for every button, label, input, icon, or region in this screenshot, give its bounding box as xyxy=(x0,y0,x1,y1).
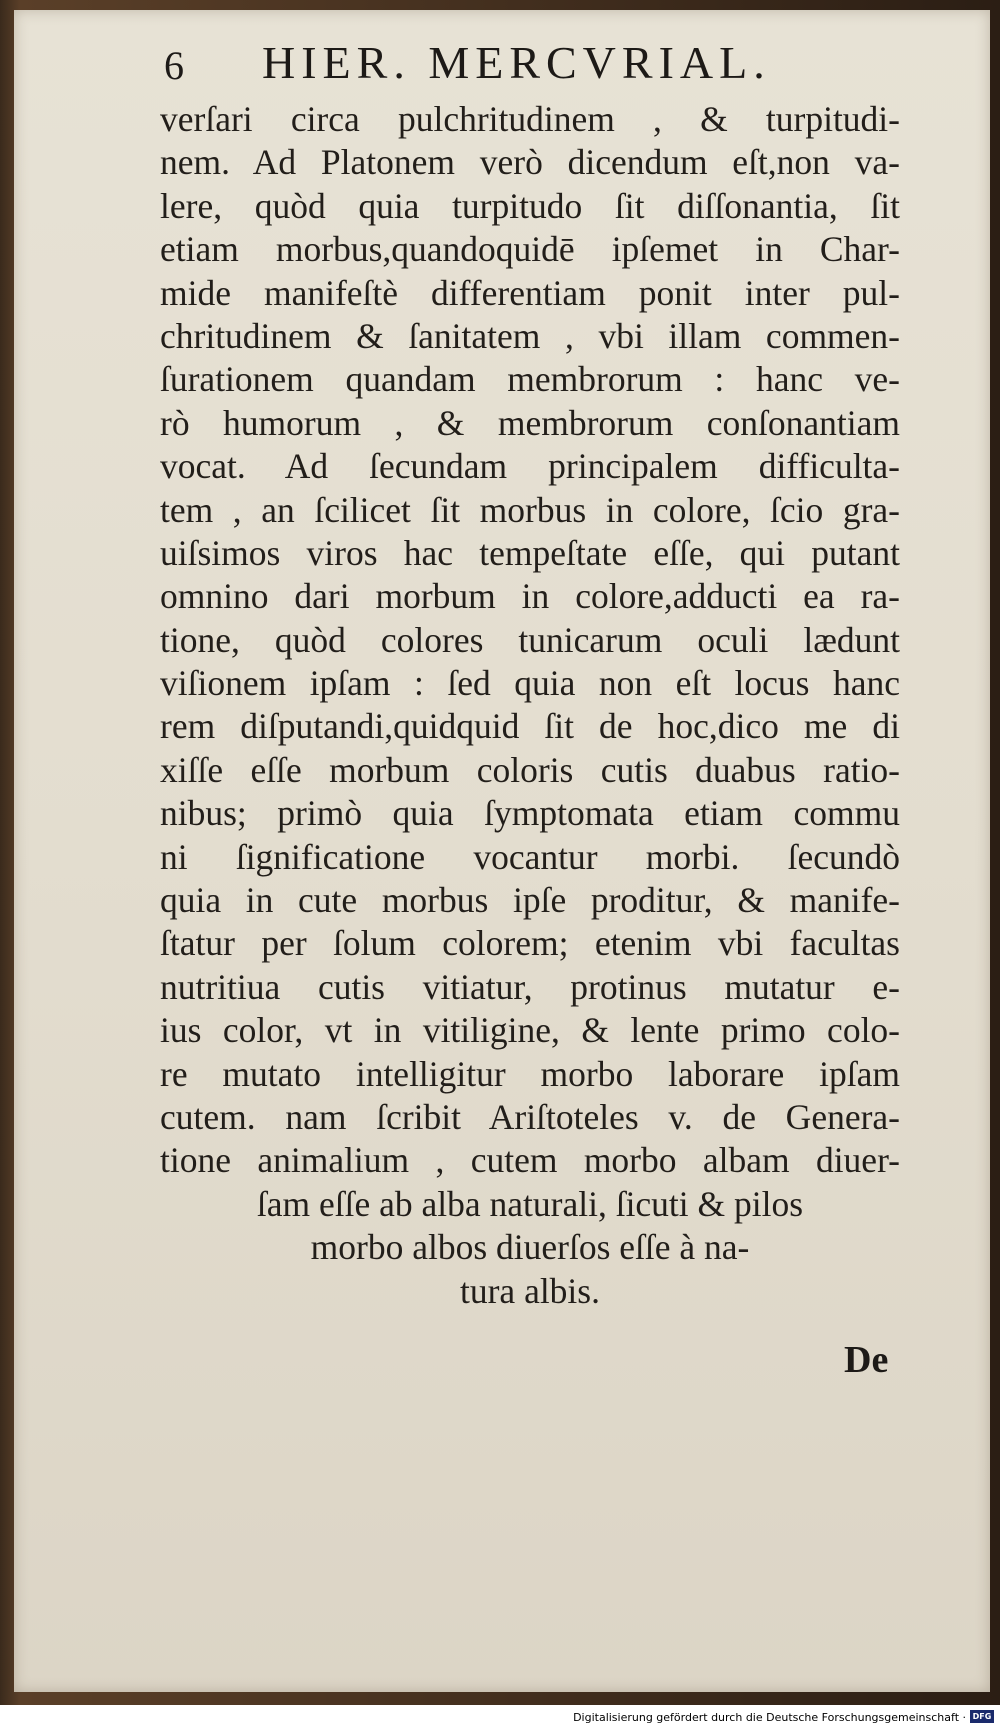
book-page xyxy=(14,10,990,1692)
text-line: uiſsimos viros hac tempeſtate eſſe, qui putant xyxy=(160,532,900,573)
text-line: ni ſignificatione vocantur morbi. ſecundò xyxy=(160,836,900,877)
closing-line: tura albis. xyxy=(460,1270,600,1311)
closing-line: morbo albos diuerſos eſſe à na- xyxy=(310,1227,750,1268)
running-title: HIER. MERCVRIAL. xyxy=(262,37,771,88)
text-line: ſurationem quandam membrorum : hanc ve- xyxy=(160,359,900,400)
text-line: re mutato intelligitur morbo laborare ipſam xyxy=(160,1053,900,1094)
text-line: rem diſputandi,quidquid ſit de hoc,dico me di xyxy=(160,706,900,747)
text-line: etiam morbus,quandoquidē ipſemet in Char- xyxy=(160,229,900,270)
page-number: 6 xyxy=(164,43,184,88)
text-line: lere, quòd quia turpitudo ſit diſſonantia, ſit xyxy=(160,185,900,226)
text-line: ius color, vt in vitiligine, & lente primo colo- xyxy=(160,1010,900,1051)
text-line: tione, quòd colores tunicarum oculi lædunt xyxy=(160,619,900,660)
body-text xyxy=(160,98,900,1313)
text-line: xiſſe eſſe morbum coloris cutis duabus ratio- xyxy=(160,749,900,790)
text-line: nutritiua cutis vitiatur, protinus mutatur e- xyxy=(160,966,900,1007)
running-head xyxy=(14,36,990,96)
text-line: quia in cute morbus ipſe proditur, & manife- xyxy=(160,880,900,921)
text-line: ſtatur per ſolum colorem; etenim vbi facultas xyxy=(160,923,900,964)
closing-line: ſam eſſe ab alba naturali, ſicuti & pilos xyxy=(256,1183,804,1224)
text-line: verſari circa pulchritudinem , & turpitudi- xyxy=(160,99,900,139)
text-line: nem. Ad Platonem verò dicendum eſt,non va- xyxy=(160,142,900,183)
text-line: chritudinem & ſanitatem , vbi illam commen- xyxy=(160,315,900,356)
text-line: nibus; primò quia ſymptomata etiam commu xyxy=(160,793,900,834)
funding-credit: Digitalisierung gefördert durch die Deutsche Forschungsgemeinschaft · xyxy=(573,1711,966,1724)
text-line: tem , an ſcilicet ſit morbus in colore, ſcio gra- xyxy=(160,489,900,530)
text-line: omnino dari morbum in colore,adducti ea ra- xyxy=(160,576,900,617)
text-line: rò humorum , & membrorum conſonantiam xyxy=(160,402,900,443)
catchword: De xyxy=(844,1339,889,1381)
text-line: cutem. nam ſcribit Ariſtoteles v. de Genera- xyxy=(160,1096,900,1137)
dfg-logo-icon: DFG xyxy=(970,1710,994,1723)
footer-bar xyxy=(0,1705,1000,1730)
text-line: mide manifeſtè differentiam ponit inter pul- xyxy=(160,272,900,313)
text-line: tione animalium , cutem morbo albam diuer- xyxy=(160,1140,900,1181)
text-line: vocat. Ad ſecundam principalem difficulta- xyxy=(160,446,900,487)
text-line: viſionem ipſam : ſed quia non eſt locus hanc xyxy=(160,663,900,704)
